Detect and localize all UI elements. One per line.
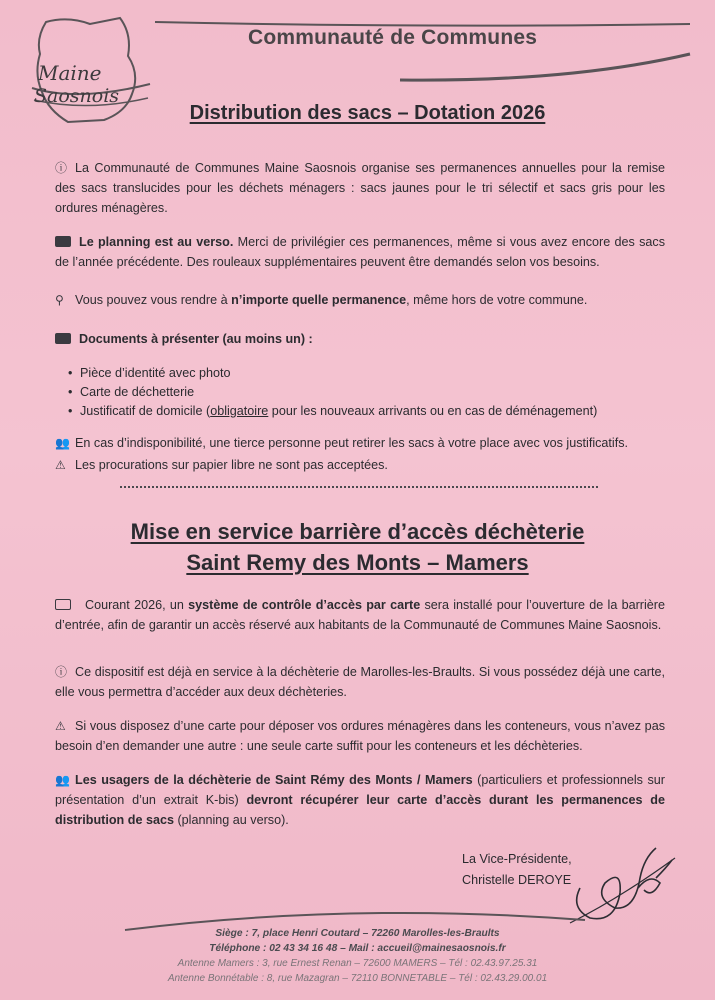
list-item: • Carte de déchetterie bbox=[80, 383, 680, 402]
section-title-distribution: Distribution des sacs – Dotation 2026 bbox=[189, 102, 546, 124]
footer-contact: Téléphone : 02 43 34 16 48 – Mail : accueil@mainesaosnois.fr bbox=[209, 943, 506, 954]
logo-text-saosnois: Saosnois bbox=[34, 85, 120, 107]
footer-antenne-bonnetable: Antenne Bonnétable : 8, rue Mazagran – 72110 BONNETABLE – Tél : 02.43.29.00.01 bbox=[167, 973, 548, 984]
permanence-text-end: , même hors de votre commune. bbox=[406, 293, 588, 307]
users-text-mid: (particuliers et professionnels sur présentation d’un extrait K-bis) bbox=[55, 773, 665, 807]
signature-block bbox=[462, 849, 572, 891]
list-item-text-end: pour les nouveaux arrivants ou en cas de déménagement) bbox=[268, 404, 598, 418]
paragraph-marolles bbox=[55, 662, 665, 702]
marolles-text: Ce dispositif est déjà en service à la déchèterie de Marolles-les-Braults. Si vous possédez déjà une carte, elle vous permettra d’accéder aux deux déchèteries. bbox=[55, 665, 665, 699]
documents-list bbox=[80, 364, 680, 421]
location-pin-icon: ⚲ bbox=[55, 293, 64, 307]
organization-title: Communauté de Communes bbox=[248, 26, 538, 49]
paragraph-third-party bbox=[55, 433, 665, 453]
card-icon bbox=[55, 599, 71, 610]
paragraph-planning bbox=[55, 232, 665, 272]
access-text-end: sera installé pour l’ouverture de la barrière d’entrée, afin de garantir un accès réservé aux habitants de la Communauté de Communes Maine Saosnois. bbox=[55, 598, 666, 632]
paragraph-single-card bbox=[55, 716, 665, 756]
documents-title: Documents à présenter (au moins un) : bbox=[79, 332, 313, 346]
section-title-barrier bbox=[0, 516, 715, 578]
barrier-title-line2: Saint Remy des Monts – Mamers bbox=[186, 550, 529, 575]
people-icon: 👥 bbox=[55, 773, 70, 787]
footer-address: Siège : 7, place Henri Coutard – 72260 Marolles-les-Braults bbox=[215, 928, 500, 939]
list-item bbox=[80, 402, 680, 421]
users-bold: Les usagers de la déchèterie de Saint Rémy des Monts / Mamers bbox=[75, 773, 473, 787]
barrier-title-line1: Mise en service barrière d’accès déchèterie bbox=[130, 519, 585, 544]
logo-text-maine: Maine bbox=[38, 61, 102, 85]
users-bold-2: devront récupérer leur carte d’accès durant les permanences de distribution de sacs bbox=[55, 793, 665, 827]
proxy-text: Les procurations sur papier libre ne sont pas acceptées. bbox=[75, 458, 388, 472]
users-text-end: (planning au verso). bbox=[173, 813, 289, 827]
warning-icon: ⚠ bbox=[55, 458, 66, 472]
calendar-icon bbox=[55, 236, 71, 247]
signatory-name: Christelle DEROYE bbox=[462, 873, 572, 887]
paragraph-proxy bbox=[55, 455, 665, 475]
list-item-underlined: obligatoire bbox=[210, 404, 269, 418]
paragraph-intro bbox=[55, 158, 665, 218]
list-item-text-start: Justificatif de domicile ( bbox=[80, 404, 211, 418]
paragraph-access-system bbox=[55, 595, 665, 635]
intro-text: La Communauté de Communes Maine Saosnois organise ses permanences annuelles pour la remise des sacs translucides pour les déchets ménagers : sacs jaunes pour le tri sélectif et sacs gris pour les ordures ménagères. bbox=[55, 161, 665, 215]
paragraph-any-permanence bbox=[55, 290, 665, 310]
paragraph-users bbox=[55, 770, 665, 830]
signatory-role: La Vice-Présidente, bbox=[462, 852, 572, 866]
access-bold: système de contrôle d’accès par carte bbox=[188, 598, 421, 612]
single-card-text: Si vous disposez d’une carte pour déposer vos ordures ménagères dans les conteneurs, vous n’avez pas besoin d’en demander une autre : une seule carte suffit pour les conteneurs et les déchèteries. bbox=[55, 719, 665, 753]
documents-heading bbox=[55, 329, 665, 349]
section-divider bbox=[120, 486, 598, 488]
info-icon: ⓘ bbox=[55, 161, 68, 175]
list-item: • Pièce d’identité avec photo bbox=[80, 364, 680, 383]
planning-text: Merci de privilégier ces permanences, même si vous avez encore des sacs de l’année précédente. Des rouleaux supplémentaires peuvent être demandés selon vos besoins. bbox=[55, 235, 665, 269]
third-party-text: En cas d’indisponibilité, une tierce personne peut retirer les sacs à votre place avec vos justificatifs. bbox=[75, 436, 629, 450]
access-text-start: Courant 2026, un bbox=[85, 598, 189, 612]
planning-bold: Le planning est au verso. bbox=[79, 235, 234, 249]
warning-icon: ⚠ bbox=[55, 719, 66, 733]
id-card-icon bbox=[55, 333, 71, 344]
people-icon: 👥 bbox=[55, 436, 70, 450]
permanence-bold: n’importe quelle permanence bbox=[231, 293, 407, 307]
footer-antenne-mamers: Antenne Mamers : 3, rue Ernest Renan – 72600 MAMERS – Tél : 02.43.97.25.31 bbox=[177, 958, 538, 969]
info-icon: ⓘ bbox=[55, 665, 68, 679]
permanence-text-start: Vous pouvez vous rendre à bbox=[75, 293, 232, 307]
